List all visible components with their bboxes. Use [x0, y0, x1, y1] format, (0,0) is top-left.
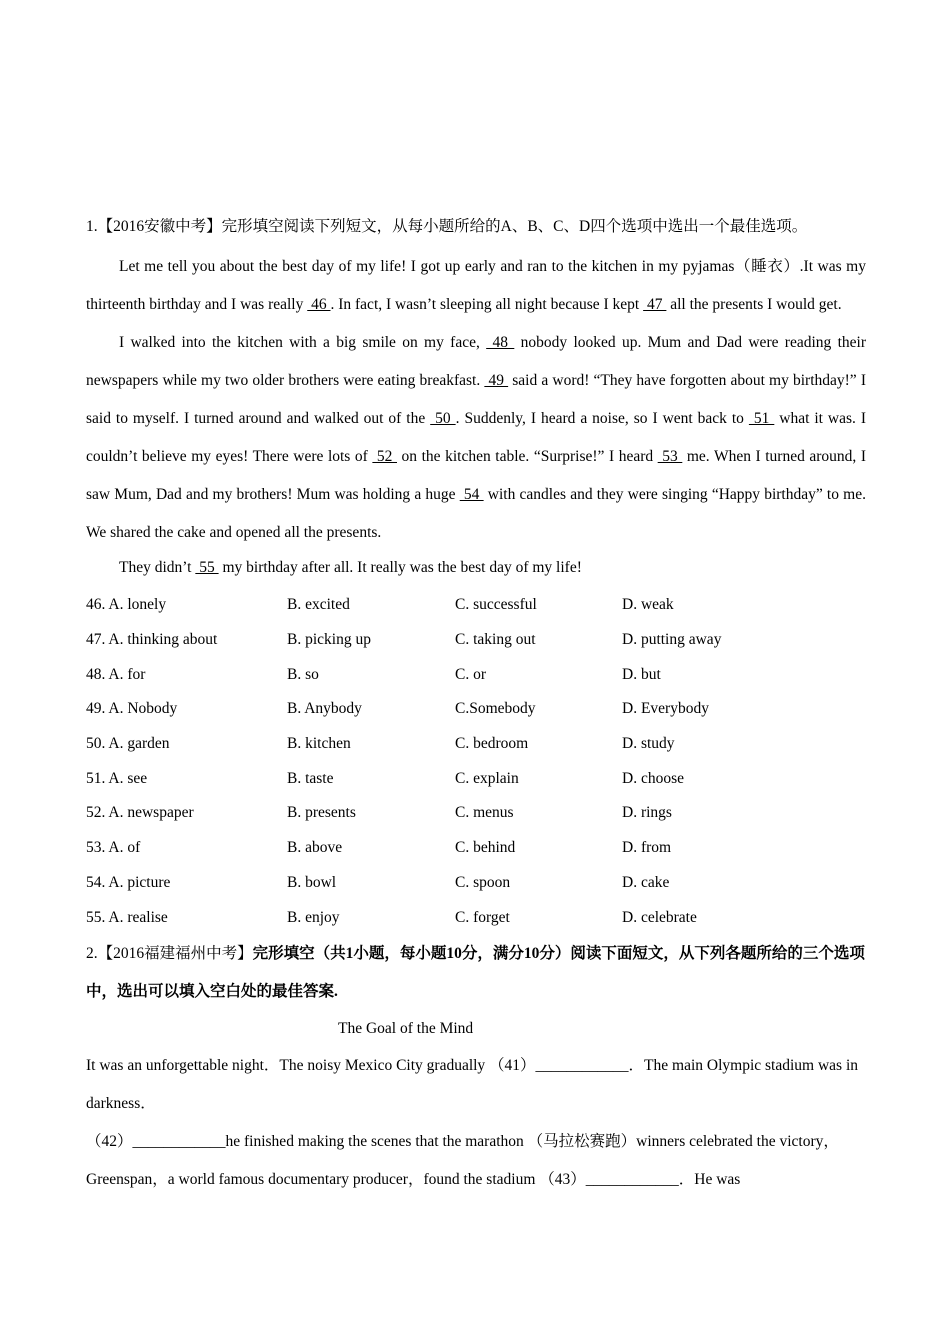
option-b: B. so: [287, 665, 319, 683]
option-b: B. kitchen: [287, 735, 351, 753]
option-b: B. excited: [287, 596, 350, 614]
option-c: C. menus: [455, 804, 514, 822]
option-a: 47. A. thinking about: [86, 631, 218, 649]
question-2-heading: [86, 935, 866, 1011]
passage-text: Let me tell you about the best day of my life! I got up early and ran to the kitchen in my pyjamas（睡衣）.It was my thirteenth birthday and I was really: [86, 258, 866, 313]
option-a: 54. A. picture: [86, 873, 171, 891]
blank-52: 52: [372, 448, 397, 465]
passage-text: nobody looked up. Mum and Dad were reading their newspapers while my two older brothers were eating breakfast.: [86, 334, 866, 389]
option-c: C. forget: [455, 908, 510, 926]
options-list: [86, 588, 866, 935]
passage-2-paragraph-1: It was an unforgettable night．The noisy Mexico City gradually （41）____________．The main Olympic stadium was in darkness．: [86, 1056, 859, 1112]
option-row: [86, 796, 866, 831]
option-a: 48. A. for: [86, 665, 146, 683]
passage-paragraph-1: [86, 248, 866, 324]
passage-text: They didn’t: [119, 559, 196, 576]
option-b: B. taste: [287, 769, 334, 787]
option-c: C. successful: [455, 596, 537, 614]
passage-text: with candles and they were singing “Happy birthday” to me. We shared the cake and opened all the presents.: [86, 486, 866, 541]
option-row: [86, 900, 866, 935]
option-a: 52. A. newspaper: [86, 804, 194, 822]
passage-title: The Goal of the Mind: [338, 1019, 474, 1037]
passage-text: what it was. I couldn’t believe my eyes! There were lots of: [86, 410, 867, 465]
passage-text: my birthday after all. It really was the best day of my life!: [218, 559, 582, 576]
option-d: D. cake: [622, 873, 670, 891]
option-d: D. celebrate: [622, 908, 697, 926]
question-instruction: 完形填空阅读下列短文，从每小题所给的A、B、C、D四个选项中选出一个最佳选项。: [221, 218, 808, 235]
option-c: C. bedroom: [455, 735, 529, 753]
blank-53: 53: [657, 448, 683, 465]
question-source: 【2016安徽中考】: [97, 218, 222, 235]
option-row: [86, 623, 866, 658]
option-d: D. but: [622, 665, 661, 683]
blank-54: 54: [459, 486, 484, 503]
option-c: C. or: [455, 665, 486, 683]
option-a: 50. A. garden: [86, 735, 170, 753]
option-a: 53. A. of: [86, 839, 141, 857]
option-b: B. presents: [287, 804, 356, 822]
question-number: 2.: [86, 944, 98, 962]
option-row: [86, 866, 866, 901]
option-row: [86, 761, 866, 796]
question-number: 1.: [86, 218, 98, 235]
option-a: 46. A. lonely: [86, 596, 167, 614]
option-d: D. Everybody: [622, 700, 709, 718]
option-d: D. from: [622, 839, 672, 857]
blank-46: 46: [307, 296, 331, 313]
blank-50: 50: [430, 410, 456, 427]
option-b: B. picking up: [287, 631, 371, 649]
question-1-heading: [86, 214, 866, 240]
option-row: [86, 588, 866, 623]
passage-paragraph-3: [86, 552, 866, 584]
option-c: C. taking out: [455, 631, 536, 649]
passage-text: I walked into the kitchen with a big smile on my face,: [119, 334, 487, 351]
option-d: D. rings: [622, 804, 672, 822]
blank-55: 55: [195, 559, 219, 576]
option-row: [86, 831, 866, 866]
option-a: 55. A. realise: [86, 908, 168, 926]
option-row: [86, 657, 866, 692]
option-d: D. study: [622, 735, 675, 753]
option-a: 49. A. Nobody: [86, 700, 178, 718]
option-b: B. enjoy: [287, 908, 340, 926]
blank-47: 47: [643, 296, 667, 313]
passage-paragraph-2: [86, 324, 866, 552]
option-c: C. explain: [455, 769, 519, 787]
blank-51: 51: [748, 410, 775, 427]
option-b: B. Anybody: [287, 700, 362, 718]
option-b: B. above: [287, 839, 343, 857]
option-d: D. choose: [622, 769, 684, 787]
passage-text: . Suddenly, I heard a noise, so I went back to: [455, 410, 749, 427]
option-row: [86, 692, 866, 727]
option-c: C. spoon: [455, 873, 511, 891]
passage-2-paragraph-2: （42）____________he finished making the scenes that the marathon （马拉松赛跑）winners celebrated the victory，Greenspan，a world famous documentary producer，found the stadium （43）____________．He was: [86, 1132, 839, 1188]
question-instruction: 完形填空（共1小题，每小题10分，满分10分）阅读下面短文，从下列各题所给的三个选项中，选出可以填入空白处的最佳答案.: [86, 944, 865, 1000]
question-source: 【2016福建福州中考】: [97, 944, 253, 962]
passage-text: on the kitchen table. “Surprise!” I heard: [397, 448, 658, 465]
passage-text: me. When I turned around, I saw Mum, Dad and my brothers! Mum was holding a huge: [86, 448, 867, 503]
option-c: C.Somebody: [455, 700, 536, 718]
option-row: [86, 727, 866, 762]
passage-text: all the presents I would get.: [666, 296, 842, 313]
blank-48: 48: [486, 334, 515, 351]
passage-text: . In fact, I wasn’t sleeping all night because I kept: [330, 296, 644, 313]
option-a: 51. A. see: [86, 769, 148, 787]
option-b: B. bowl: [287, 873, 337, 891]
option-c: C. behind: [455, 839, 516, 857]
blank-49: 49: [484, 372, 509, 389]
passage-text: said a word! “They have forgotten about my birthday!” I said to myself. I turned around and walked out of the: [86, 372, 866, 427]
option-d: D. weak: [622, 596, 674, 614]
document-page: [86, 214, 866, 1199]
option-d: D. putting away: [622, 631, 722, 649]
